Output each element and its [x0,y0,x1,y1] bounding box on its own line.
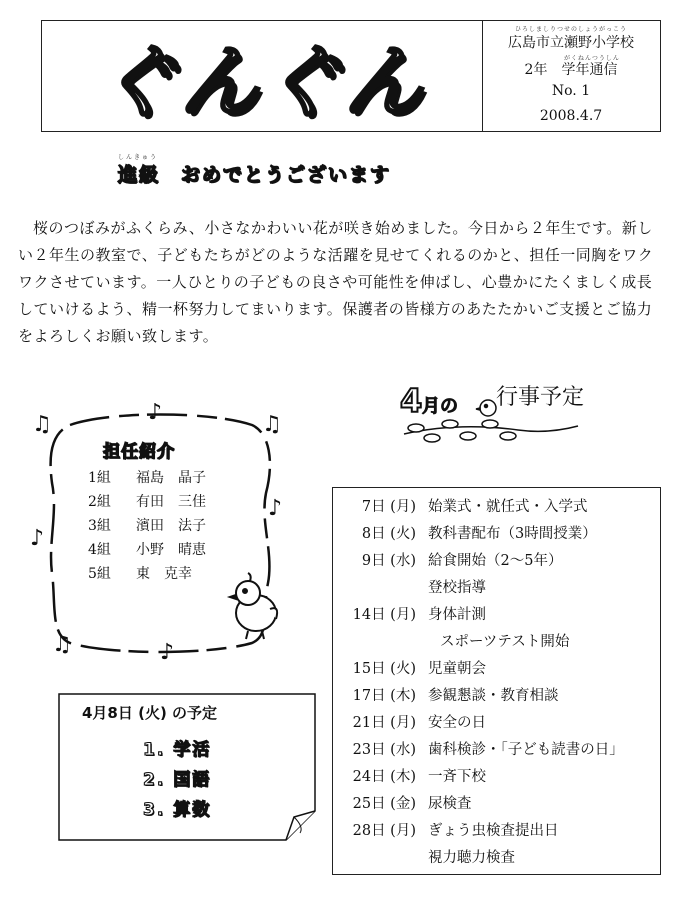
event-date: 25日 (金) [352,796,416,812]
svg-text:♪: ♪ [160,640,175,665]
schedule-row [340,819,559,840]
schedule-row [340,738,624,759]
schedule-title-main: 行事予定 [496,385,585,410]
schedule-row [340,576,486,597]
svg-text:♪: ♪ [268,496,283,521]
event-name: 安全の日 [428,715,486,731]
schedule-row [340,549,562,570]
teacher-row [88,563,192,583]
event-name: 登校指導 [428,580,486,596]
event-date: 9日 (水) [361,553,416,569]
grade-label: 2年 学年通信 [524,62,618,78]
teacher-name: 福島 晶子 [136,470,206,486]
grade-ruby: がくねんつうしん [564,55,620,62]
svg-text:♫: ♫ [32,412,52,437]
event-name: スポーツテスト開始 [440,634,570,650]
event-date: 8日 (火) [361,526,416,542]
schedule-row [340,522,597,543]
class-label: 2組 [88,494,111,510]
april8-item: 3. 算数 [143,800,212,820]
schedule-title-number: 4 [400,382,423,420]
teacher-row [88,539,206,559]
schedule-row [340,684,559,705]
teacher-intro-title: 担任紹介 [103,442,175,462]
class-label: 1組 [88,470,111,486]
event-date [340,846,428,867]
svg-text:♪: ♪ [148,403,163,425]
school-ruby: ひろしましりつせのしょうがっこう [514,26,627,33]
april8-item: 1. 学活 [143,740,212,760]
april8-item: 2. 国語 [143,770,212,790]
schedule-title-month: 月の [422,396,458,417]
event-name: 給食開始（2～5年） [428,553,563,569]
issue-number: No. 1 [551,83,591,99]
event-name: 児童朝会 [428,661,486,677]
teacher-name: 小野 晴恵 [136,542,206,558]
schedule-box [332,487,661,875]
event-name: ぎょう虫検査提出日 [428,823,559,839]
teacher-name: 濱田 法子 [136,518,206,534]
event-date [340,576,428,597]
teacher-row [88,515,206,535]
schedule-title-art [398,378,608,453]
newsletter-header [41,20,661,132]
teacher-name: 東 克幸 [136,566,192,582]
event-date: 15日 (火) [352,661,416,677]
school-name: 広島市立瀬野小学校 [508,35,634,51]
event-name: 参観懇談・教育相談 [428,688,559,704]
class-label: 4組 [88,542,111,558]
teacher-name: 有田 三佳 [136,494,206,510]
intro-paragraph: 桜のつぼみがふくらみ、小さなかわいい花が咲き始めました。今日から２年生です。新しい２年生の教室で、子どもたちがどのような活躍を見せてくれるのかと、担任一同胸をワクワクさせています。一人ひとりの子どもの良さや可能性を伸ばし、心豊かにたくましく成長していけるよう、精一杯努力してまいります。保護者の皆様方のあたたかいご支援とご協力をよろしくお願い致します。 [18,219,654,345]
event-date: 28日 (月) [352,823,416,839]
event-date: 23日 (水) [352,742,416,758]
april8-title: 4月8日 (火) の予定 [82,704,218,722]
event-date [352,630,440,651]
class-label: 3組 [88,518,111,534]
event-date: 17日 (木) [352,688,416,704]
event-date: 7日 (月) [361,499,416,515]
schedule-row [352,630,569,651]
event-name: 始業式・就任式・入学式 [428,499,588,515]
event-date: 21日 (月) [352,715,416,731]
event-date: 24日 (木) [352,769,416,785]
svg-text:♫: ♫ [262,412,282,437]
event-name: 一斉下校 [428,769,486,785]
branch-icon [404,420,578,442]
chick-icon [230,573,277,639]
event-name: 教科書配布（3時間授業） [428,526,597,542]
newsletter-title: ぐんぐん [97,38,426,128]
svg-text:♪: ♪ [30,526,45,551]
schedule-row [340,711,486,732]
event-name: 尿検査 [428,796,472,812]
schedule-row [340,657,486,678]
schedule-row [340,846,515,867]
bird-icon [476,400,496,416]
schedule-row [340,603,486,624]
congrats-heading: 進級 おめでとうございます [118,164,392,186]
event-name: 歯科検診・「子ども読書の日」 [428,742,624,758]
teacher-row [88,491,206,511]
newsletter-title-area [42,21,482,131]
event-name: 視力聴力検査 [428,850,515,866]
schedule-row [340,495,588,516]
event-date: 14日 (月) [352,607,416,623]
class-label: 5組 [88,566,111,582]
event-name: 身体計測 [428,607,486,623]
schedule-row [340,765,486,786]
svg-text:♫: ♫ [52,632,72,657]
schedule-row [340,792,472,813]
issue-date: 2008.4.7 [539,108,603,124]
teacher-row [88,467,206,487]
heading-ruby: しんきゅう [118,154,159,161]
